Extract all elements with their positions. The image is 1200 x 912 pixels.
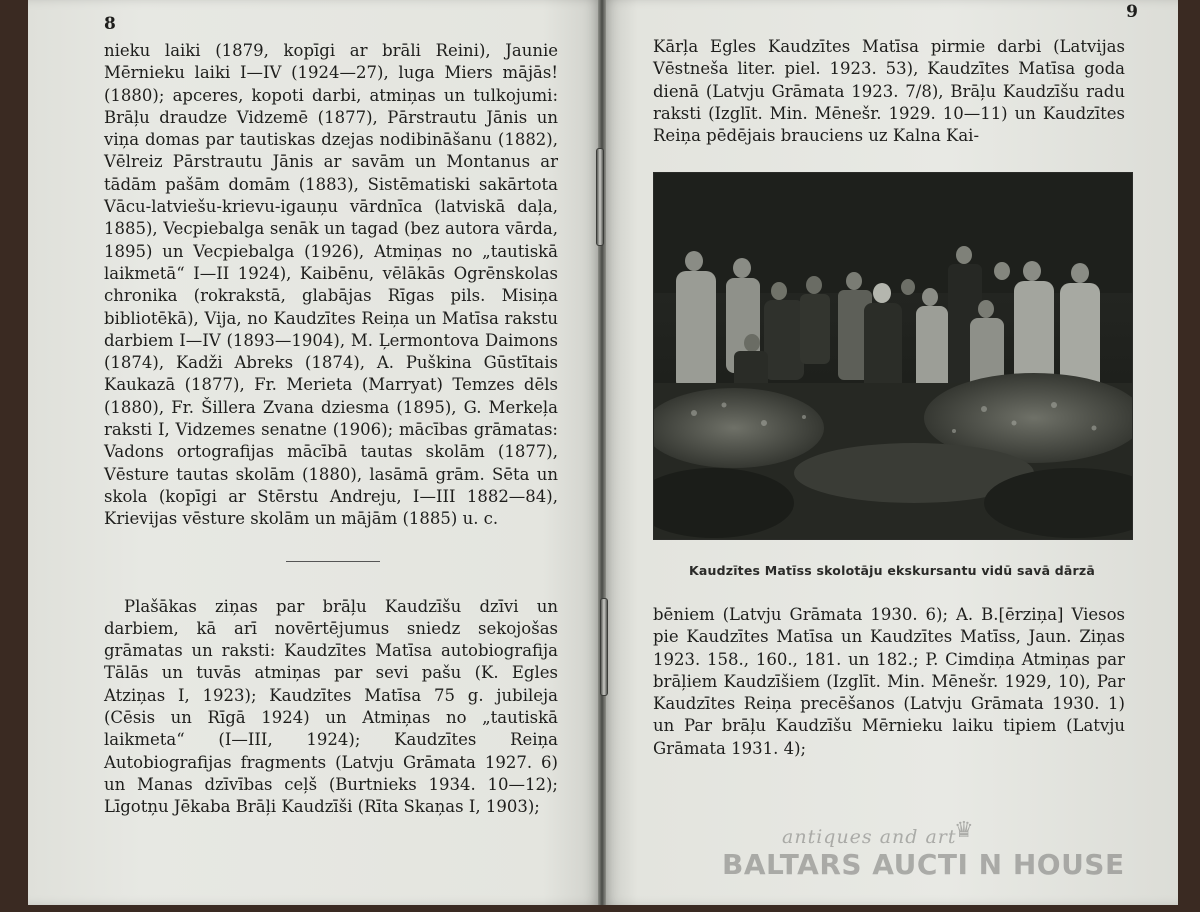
watermark-tagline: antiques and art — [782, 826, 957, 848]
book-gutter — [598, 0, 606, 905]
group-photograph — [653, 172, 1133, 540]
right-paragraph-bottom: bēniem (Latvju Grāmata 1930. 6); A. B.[ērziņa] Viesos pie Kaudzītes Matīsa un Kaudzītes Matīss, Jaun. Ziņas 1923. 158., 160., 181. un 182.; P. Cimdiņa Atmiņas par brāļiem Kaudzīšiem (Izglīt. Min. Mēnešr. 1929, 10), Par Kaudzītes Reiņa precēšanos (Latvju Grāmata 1930. 1) un Par brāļu Kaudzīšu Mērnieku laiku tipiem (Latvju Grāmata 1931. 4); — [653, 605, 1125, 758]
crown-icon: ♛ — [954, 818, 974, 843]
right-page — [603, 0, 1178, 905]
photo-caption: Kaudzītes Matīss skolotāju ekskursantu vidū savā dārzā — [688, 563, 1096, 578]
page-number-right: 9 — [1126, 2, 1138, 22]
left-page — [28, 0, 600, 905]
book-spread — [28, 0, 1178, 905]
section-divider — [286, 561, 380, 562]
staple-bottom — [600, 598, 608, 696]
photograph-image — [654, 173, 1132, 539]
left-paragraph-2: Plašākas ziņas par brāļu Kaudzīšu dzīvi un darbiem, kā arī novērtējumus sniedz sekojošas grāmatas un raksti: Kaudzītes Matīsa autobiografija Tālās un tuvās atmiņas par sevi pašu (K. Egles Atziņas I, 1923); Kaudzītes Matīsa 75 g. jubileja (Cēsis un Rīgā 1924) un Atmiņas no „tautiskā laikmeta“ (I—III, 1924); Kaudzītes Reiņa Autobiografijas fragments (Latvju Grāmata 1927. 6) un Manas dzīvības ceļš (Burtnieks 1934. 10—12); Līgotņu Jēkaba Brāļi Kaudzīši (Rīta Skaņas I, 1903); — [104, 596, 558, 817]
right-paragraph-top: Kārļa Egles Kaudzītes Matīsa pirmie darbi (Latvijas Vēstneša liter. piel. 1923. 53), Kaudzītes Matīsa goda dienā (Latvju Grāmata 1923. 7/8), Brāļu Kaudzīšu radu raksti (Izglīt. Min. Mēnešr. 1929. 10—11) un Kaudzītes Reiņa pēdējais brauciens uz Kalna Kai- — [653, 37, 1125, 146]
left-paragraph-1: nieku laiki (1879, kopīgi ar brāli Reini), Jaunie Mērnieku laiki I—IV (1924—27), luga Miers mājās! (1880); apceres, kopoti darbi, atmiņas un tulkojumi: Brāļu draudze Vidzemē (1877), Pārstrautu Jānis un viņa domas par tautiskas dzejas nodibināšanu (1882), Vēlreiz Pārstrautu Jānis ar savām un Montanus ar tādām pašām domām (1883), Sistēmatiski sakārtota Vācu-latviešu-krievu-igauņu vārdnīca (latviskā daļa, 1885), Vecpiebalga senāk un tagad (bez autora vārda, 1895) un Vecpiebalga (1926), Atmiņas no „tautiskā laikmetā“ I—II 1924), Kaibēnu, vēlākās Ogrēnskolas chronika (rokrakstā, glabājas Rīgas pils. Misiņa bibliotēkā), Vija, no Kaudzītes Reiņa un Matīsa rakstu darbiem I—IV (1893—1904), M. Ļermontova Daimons (1874), Kadži Abreks (1874), A. Puškina Gūstītais Kaukazā (1877), Fr. Merieta (Marryat) Temzes dēls (1880), Fr. Šillera Zvana dziesma (1895), G. Merkeļa raksti I, Vidzemes senatne (1906); mācības grāmatas: Vadons ortografijas mācībā tautas skolām (1877), Vēsture tautas skolām (1880), lasāmā grām. Sēta un skola (kopīgi ar Stērstu Andreju, I—III 1882—84), Krievijas vēsture skolām un mājām (1885) u. c. — [104, 41, 558, 529]
staple-top — [596, 148, 604, 246]
page-number-left: 8 — [104, 14, 116, 34]
watermark-brand: BALTARS AUCTI N HOUSE — [722, 848, 1125, 881]
